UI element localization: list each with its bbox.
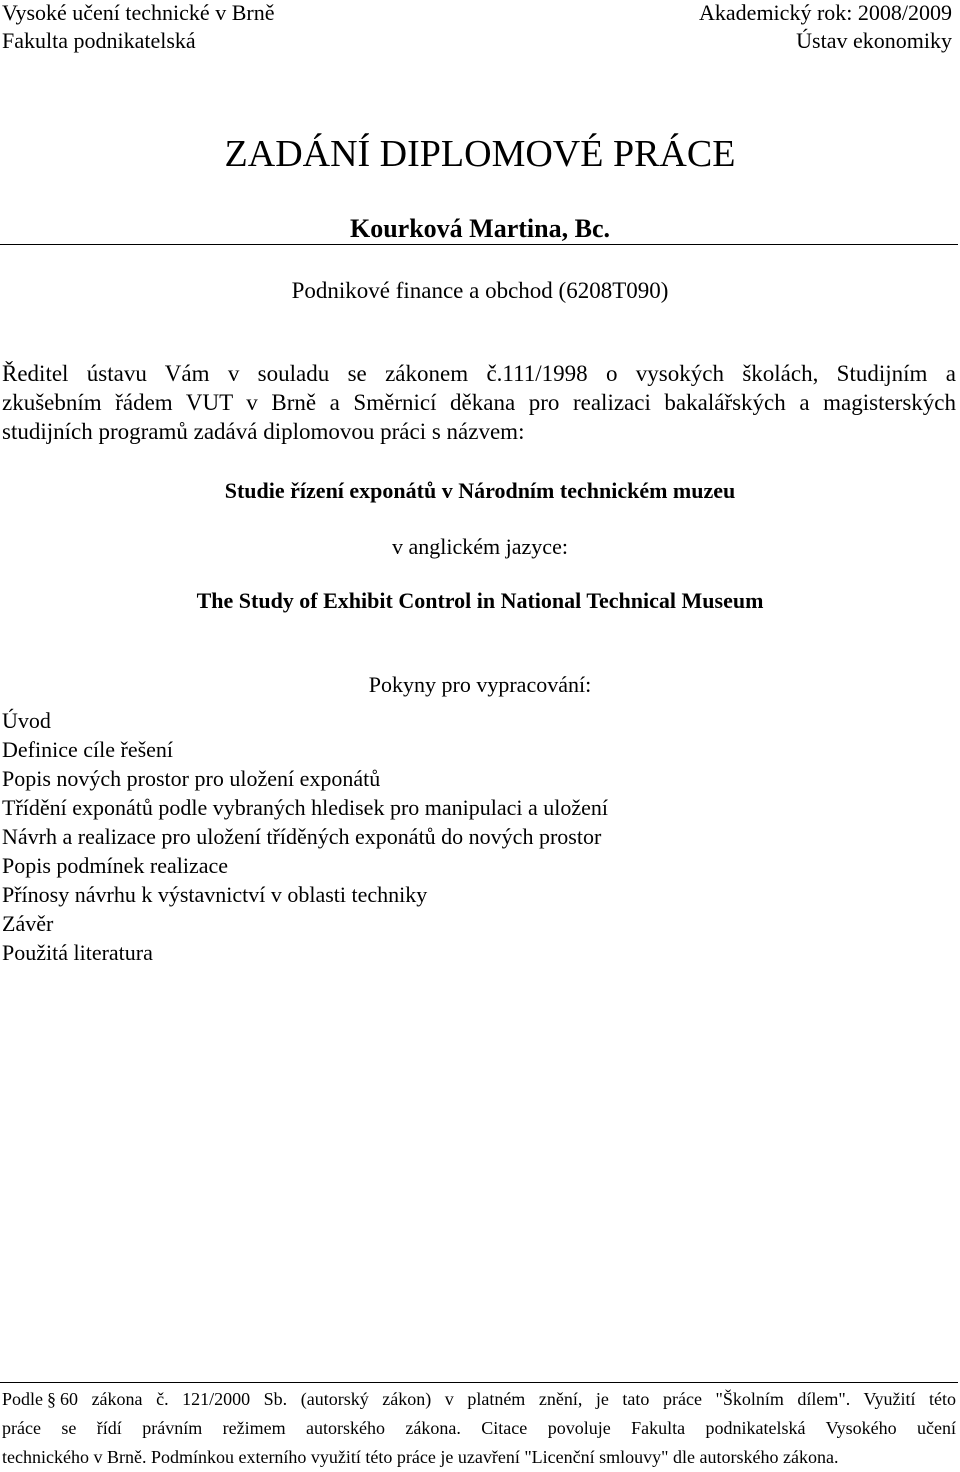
- assignment-line: Ředitel ústavu Vám v souladu se zákonem č.111/1998 o vysokých školách, Studijním a: [2, 361, 956, 386]
- list-item: Popis nových prostor pro uložení exponátů: [2, 766, 381, 791]
- thesis-title-czech: Studie řízení exponátů v Národním technickém muzeu: [224, 478, 736, 503]
- assignment-paragraph: [2, 359, 956, 446]
- footer-line1-rest: 60 zákona č. 121/2000 Sb. (autorský zákon) v platném znění, je tato práce "Školním dílem". Využití této: [60, 1389, 956, 1409]
- footer-divider: [0, 1382, 958, 1383]
- university-name: Vysoké učení technické v Brně: [2, 0, 275, 25]
- copyright-line: technického v Brně. Podmínkou externího využití této práce je uzavření "Licenční smlouvy" dle autorského zákona.: [2, 1447, 839, 1467]
- list-item: Přínosy návrhu k výstavnictví v oblasti techniky: [2, 882, 428, 907]
- instructions-heading: Pokyny pro vypracování:: [368, 672, 592, 697]
- footer-word-podle: Podle: [2, 1389, 44, 1409]
- study-program: Podnikové finance a obchod (6208T090): [291, 278, 669, 303]
- list-item: Použitá literatura: [2, 940, 153, 965]
- list-item: Návrh a realizace pro uložení tříděných exponátů do nových prostor: [2, 824, 602, 849]
- copyright-notice: [2, 1385, 956, 1472]
- section-sign: §: [47, 1389, 57, 1409]
- institute-name: Ústav ekonomiky: [796, 28, 952, 53]
- list-item: Třídění exponátů podle vybraných hledisek pro manipulaci a uložení: [2, 795, 609, 820]
- copyright-line: práce se řídí právním režimem autorského zákona. Citace povoluje Fakulta podnikatelská Vysokého učení: [2, 1418, 956, 1438]
- list-item: Úvod: [2, 708, 51, 733]
- thesis-title-english: The Study of Exhibit Control in National Technical Museum: [196, 588, 764, 613]
- english-language-label: v anglickém jazyce:: [392, 534, 568, 559]
- student-name: Kourková Martina, Bc.: [350, 214, 610, 243]
- list-item: Definice cíle řešení: [2, 737, 174, 762]
- instructions-list: [2, 706, 608, 967]
- list-item: Závěr: [2, 911, 54, 936]
- assignment-line: zkušebním řádem VUT v Brně a Směrnicí děkana pro realizaci bakalářských a magisterských: [2, 390, 956, 415]
- faculty-name: Fakulta podnikatelská: [2, 28, 196, 53]
- header-divider: [0, 244, 958, 245]
- copyright-line: [2, 1385, 956, 1414]
- assignment-line: studijních programů zadává diplomovou práci s názvem:: [2, 419, 525, 444]
- academic-year: Akademický rok: 2008/2009: [699, 0, 952, 25]
- document-title: ZADÁNÍ DIPLOMOVÉ PRÁCE: [224, 133, 736, 175]
- list-item: Popis podmínek realizace: [2, 853, 229, 878]
